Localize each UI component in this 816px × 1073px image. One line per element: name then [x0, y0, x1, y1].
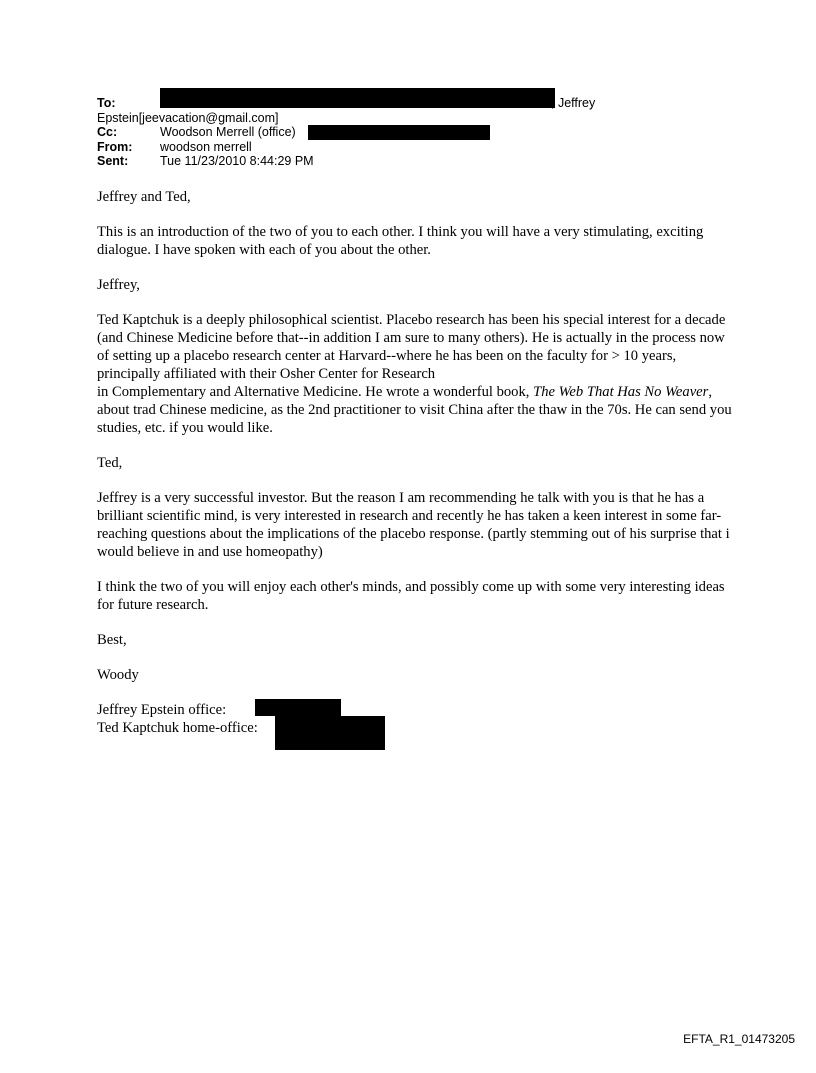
- email-header: [97, 96, 737, 169]
- book-title: The Web That Has No Weaver: [533, 384, 709, 400]
- redaction-to: [160, 88, 555, 108]
- contact-jeffrey: [97, 701, 737, 719]
- ted-description-paragraph: [97, 311, 737, 437]
- ted-para-part-1: Ted Kaptchuk is a deeply philosophical scientist. Placebo research has been his special interest for a decade (and Chinese Medicine before that--in addition I am sure to many others). He is actually in the process now of setting up a placebo research center at Harvard--where he has been on the faculty for > 10 years, principally affiliated with their Osher Center for Research: [97, 312, 726, 382]
- greeting: Jeffrey and Ted,: [97, 189, 191, 205]
- sent-value: Tue 11/23/2010 8:44:29 PM: [160, 154, 314, 168]
- redaction-cc: [308, 125, 490, 140]
- to-tail: , Jeffrey: [551, 96, 596, 110]
- intro-paragraph: This is an introduction of the two of you to each other. I think you will have a very stimulating, exciting dialogue. I have spoken with each of you about the other.: [97, 224, 704, 258]
- to-label: To:: [97, 96, 116, 110]
- to-recipient-email: Epstein[jeevacation@gmail.com]: [97, 110, 279, 125]
- signature: Woody: [97, 667, 139, 683]
- contact-ted: [97, 719, 737, 737]
- document-id: EFTA_R1_01473205: [683, 1032, 795, 1046]
- ted-para-part-2b: , about trad Chinese medicine, as the 2nd practitioner to visit China after the thaw in the 70s. He can send you studies, etc. if you would like.: [97, 384, 732, 436]
- jeffrey-description-paragraph: Jeffrey is a very successful investor. But the reason I am recommending he talk with you is that he has a brilliant scientific mind, is very interested in research and recently he has taken a keen interest in some far-reaching questions about the implications of the placebo response. (partly stemming out of his surprise that i would believe in and use homeopathy): [97, 490, 730, 560]
- from-row: [97, 140, 737, 155]
- sent-row: [97, 154, 737, 169]
- jeffrey-salutation: Jeffrey,: [97, 277, 140, 293]
- cc-value: Woodson Merrell (office): [160, 125, 296, 139]
- contact-block: [97, 701, 737, 737]
- redaction-jeffrey-phone: [255, 699, 341, 716]
- email-body: [97, 188, 737, 737]
- from-value: woodson merrell: [160, 139, 252, 154]
- sent-label: Sent:: [97, 154, 129, 168]
- ted-para-part-2a: in Complementary and Alternative Medicine. He wrote a wonderful book,: [97, 384, 534, 400]
- cc-row: [97, 125, 737, 140]
- redaction-ted-phone: [275, 716, 385, 750]
- contact-jeffrey-label: Jeffrey Epstein office:: [97, 702, 227, 718]
- contact-ted-label: Ted Kaptchuk home-office:: [97, 720, 258, 736]
- closing-paragraph: I think the two of you will enjoy each other's minds, and possibly come up with some very interesting ideas for future research.: [97, 579, 725, 613]
- to-row-continued: [97, 111, 737, 126]
- signoff: Best,: [97, 632, 127, 648]
- cc-label: Cc:: [97, 125, 118, 139]
- from-label: From:: [97, 139, 133, 154]
- to-row: [97, 96, 737, 111]
- ted-salutation: Ted,: [97, 455, 123, 471]
